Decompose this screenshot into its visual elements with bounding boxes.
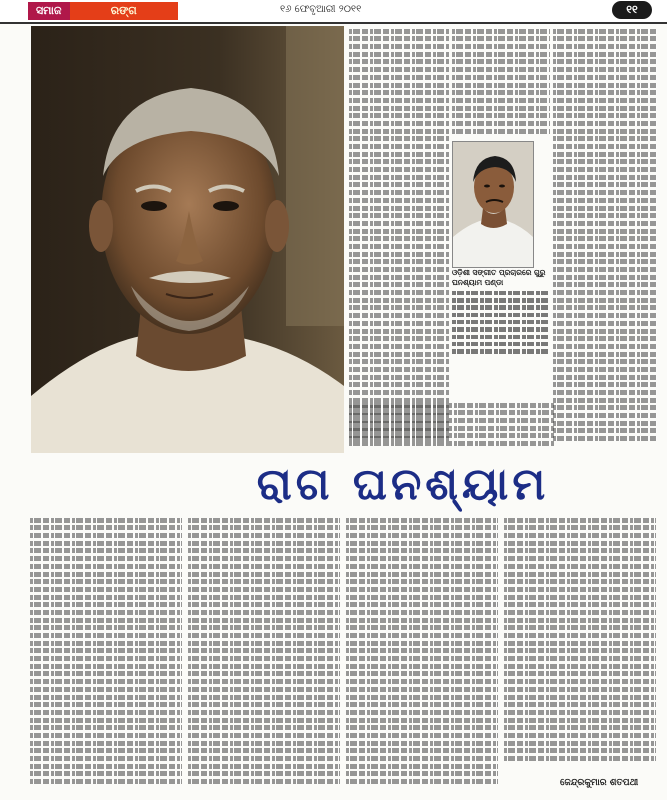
page-header [0, 0, 667, 24]
page-number: ୧୧ [612, 1, 652, 19]
issue-date: ୧୬ ଫେବୃଆରୀ ୨୦୧୧ [280, 4, 362, 15]
masthead [28, 2, 178, 20]
lower-text-col-2 [188, 515, 340, 795]
lower-text-col-3 [346, 515, 498, 795]
article-text-col-2-bottom [349, 400, 554, 452]
inset-caption-block [452, 268, 548, 396]
article-text-col-2-top [452, 26, 550, 138]
headline: ରାଗ ଘନଶ୍ୟାମ [256, 459, 550, 510]
article-text-col-3 [553, 26, 657, 456]
article-text-col-1 [349, 26, 449, 456]
portrait-photo [31, 26, 344, 453]
masthead-left: ସମାଜ [28, 2, 70, 20]
byline: ଜେନ୍ଦ୍ରକୁମାର ଶତପଥୀ [560, 778, 639, 788]
lower-text-col-4 [504, 515, 656, 775]
lower-text-col-1 [30, 515, 182, 795]
inset-photo [452, 141, 534, 268]
inset-caption: ଓଡ଼ିଶୀ ସଙ୍ଗୀତ ପ୍ରଚାରରେ ଗୁରୁ ଘନଶ୍ୟାମ ପଣ୍ଡା [452, 268, 546, 287]
masthead-right: ରଙ୍ଗ [70, 2, 178, 20]
